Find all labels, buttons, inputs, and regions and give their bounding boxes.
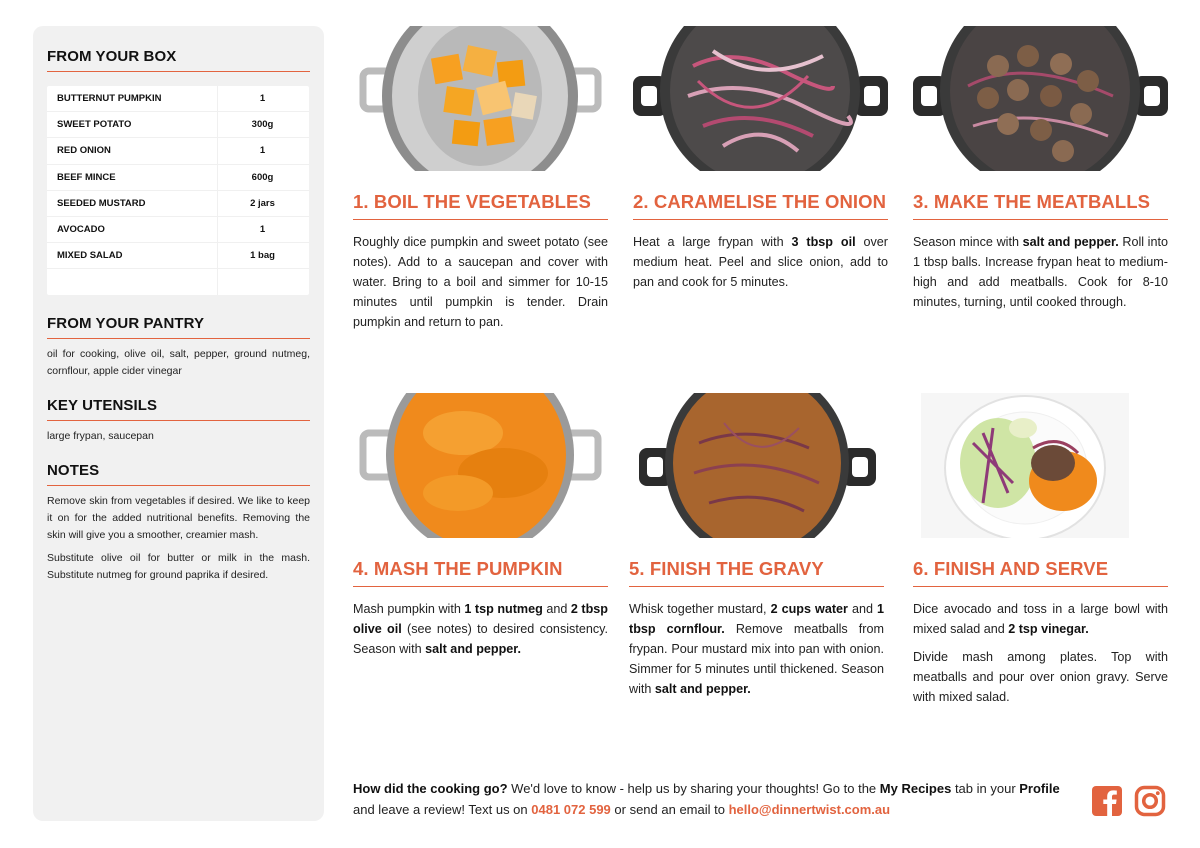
ingredient-name: MIXED SALAD xyxy=(57,250,123,262)
step-text-span: Mash pumpkin with xyxy=(353,602,465,616)
step-3-text xyxy=(913,232,1168,312)
ingredient-name: SWEET POTATO xyxy=(57,119,132,131)
step-1-title: 1. BOIL THE VEGETABLES xyxy=(353,191,608,220)
ingredient-qty: 1 xyxy=(217,217,307,242)
ingredient-name: RED ONION xyxy=(57,145,111,157)
notes-section xyxy=(47,462,310,584)
step-text-span: Remove meatballs from frypan. Pour mustard mix into pan with onion. Simmer for 5 minutes until thickened. Season with xyxy=(629,622,884,696)
profile-link[interactable]: Profile xyxy=(1019,781,1060,796)
step-1-text xyxy=(353,232,608,332)
step-5-title: 5. FINISH THE GRAVY xyxy=(629,558,884,587)
ingredient-row xyxy=(47,86,309,112)
step-text-bold: 2 tsp vinegar. xyxy=(1008,622,1089,636)
ingredient-qty: 1 xyxy=(217,138,307,163)
step-6 xyxy=(913,393,1168,707)
step-5 xyxy=(629,393,884,699)
step-2-photo xyxy=(633,26,888,171)
step-text-span: Heat a large frypan with xyxy=(633,235,792,249)
step-4 xyxy=(353,393,608,659)
step-2-text xyxy=(633,232,888,292)
ingredient-name: AVOCADO xyxy=(57,224,105,236)
notes-paragraph-2: Substitute olive oil for butter or milk in the mash. Substitute nutmeg for ground paprika if desired. xyxy=(47,552,310,581)
ingredient-qty: 1 xyxy=(217,86,307,111)
ingredient-qty: 600g xyxy=(217,165,307,190)
utensils-section xyxy=(47,397,310,445)
ingredient-row xyxy=(47,243,309,269)
step-6-text xyxy=(913,599,1168,707)
facebook-icon[interactable] xyxy=(1091,785,1123,817)
footer-text-4: or send an email to xyxy=(610,802,729,817)
pantry-text: oil for cooking, olive oil, salt, pepper, ground nutmeg, cornflour, apple cider vinegar xyxy=(47,348,310,377)
notes-title: NOTES xyxy=(47,462,310,486)
step-text-bold: salt and pepper. xyxy=(425,642,521,656)
notes-paragraph-1: Remove skin from vegetables if desired. We like to keep it on for the added nutritional benefits. Removing the skin will give you a smoother, creamier mash. xyxy=(47,495,310,541)
step-paragraph xyxy=(913,599,1168,639)
step-2 xyxy=(633,26,888,292)
step-paragraph xyxy=(629,599,884,699)
plated-dish-icon xyxy=(913,393,1168,538)
step-text-span: Divide mash among plates. Top with meatballs and pour over onion gravy. Serve with mixed salad. xyxy=(913,650,1168,704)
step-4-text xyxy=(353,599,608,659)
footer-text-3: and leave a review! Text us on xyxy=(353,802,532,817)
ingredient-qty: 300g xyxy=(217,112,307,137)
pantry-title: FROM YOUR PANTRY xyxy=(47,315,310,339)
step-text-span: (see notes) to desired consistency. Season with xyxy=(353,622,608,656)
step-text-bold: 2 tbsp olive oil xyxy=(353,602,608,636)
ingredient-row-empty xyxy=(47,269,309,295)
saucepan-pumpkin-icon xyxy=(353,26,608,171)
step-5-photo xyxy=(629,393,884,538)
step-5-text xyxy=(629,599,884,699)
ingredient-row xyxy=(47,165,309,191)
ingredient-row xyxy=(47,217,309,243)
phone-link[interactable]: 0481 072 599 xyxy=(531,802,611,817)
step-text-span: over medium heat. Peel and slice onion, add to pan and cook for 5 minutes. xyxy=(633,235,888,289)
step-3-photo xyxy=(913,26,1168,171)
step-text-span: Whisk together mustard, xyxy=(629,602,771,616)
notes-body xyxy=(47,493,310,584)
instagram-icon[interactable] xyxy=(1134,785,1166,817)
step-paragraph xyxy=(353,232,608,332)
step-paragraph xyxy=(353,599,608,659)
step-3-title: 3. MAKE THE MEATBALLS xyxy=(913,191,1168,220)
step-text-bold: 1 tsp nutmeg xyxy=(464,602,543,616)
footer-question: How did the cooking go? xyxy=(353,781,508,796)
frypan-gravy-icon xyxy=(629,393,884,538)
step-paragraph xyxy=(913,232,1168,312)
step-text-bold: 1 tbsp cornflour. xyxy=(629,602,885,636)
step-text-span: and xyxy=(542,602,571,616)
footer-text-1: We'd love to know - help us by sharing your thoughts! Go to the xyxy=(507,781,880,796)
step-4-title: 4. MASH THE PUMPKIN xyxy=(353,558,608,587)
step-text-span: Roughly dice pumpkin and sweet potato (see notes). Add to a saucepan and cover with water. Bring to a boil and simmer for 10-15 minutes until pumpkin is tender. Drain pumpkin and return to pan. xyxy=(353,235,608,329)
step-paragraph xyxy=(633,232,888,292)
utensils-text: large frypan, saucepan xyxy=(47,430,154,442)
from-box-title: FROM YOUR BOX xyxy=(47,48,310,72)
step-4-photo xyxy=(353,393,608,538)
ingredient-row xyxy=(47,191,309,217)
step-text-span: Season mince with xyxy=(913,235,1023,249)
step-6-title: 6. FINISH AND SERVE xyxy=(913,558,1168,587)
my-recipes-link[interactable]: My Recipes xyxy=(879,781,952,796)
utensils-title: KEY UTENSILS xyxy=(47,397,310,421)
ingredients-table xyxy=(47,86,309,295)
step-6-photo xyxy=(913,393,1168,538)
ingredient-name: SEEDED MUSTARD xyxy=(57,197,146,209)
ingredient-name: BEEF MINCE xyxy=(57,171,116,183)
pantry-section xyxy=(47,315,310,380)
ingredient-name: BUTTERNUT PUMPKIN xyxy=(57,93,162,105)
frypan-meatballs-icon xyxy=(913,26,1168,171)
step-text-bold: 3 tbsp oil xyxy=(791,235,856,249)
step-paragraph xyxy=(913,647,1168,707)
step-text-span: and xyxy=(847,602,878,616)
step-text-bold: salt and pepper. xyxy=(654,682,751,696)
step-1-photo xyxy=(353,26,608,171)
step-text-span: Dice avocado and toss in a large bowl with mixed salad and xyxy=(913,602,1168,636)
step-text-span: Roll into 1 tbsp balls. Increase frypan heat to medium-high and add meatballs. Cook for 8-10 minutes, turning, until cooked through. xyxy=(913,235,1168,309)
ingredient-qty: 1 bag xyxy=(217,243,307,268)
ingredient-row xyxy=(47,112,309,138)
frypan-onion-icon xyxy=(633,26,888,171)
step-text-bold: salt and pepper. xyxy=(1022,235,1119,249)
ingredient-qty: 2 jars xyxy=(217,191,307,216)
footer-text-2: tab in your xyxy=(951,781,1020,796)
step-3 xyxy=(913,26,1168,312)
feedback-footer xyxy=(353,778,1073,820)
saucepan-mash-icon xyxy=(353,393,608,538)
step-text-bold: 2 cups water xyxy=(770,602,848,616)
ingredients-sidebar xyxy=(33,26,324,821)
email-link[interactable]: hello@dinnertwist.com.au xyxy=(728,802,891,817)
step-1 xyxy=(353,26,608,332)
step-2-title: 2. CARAMELISE THE ONION xyxy=(633,191,888,220)
ingredient-row xyxy=(47,138,309,164)
